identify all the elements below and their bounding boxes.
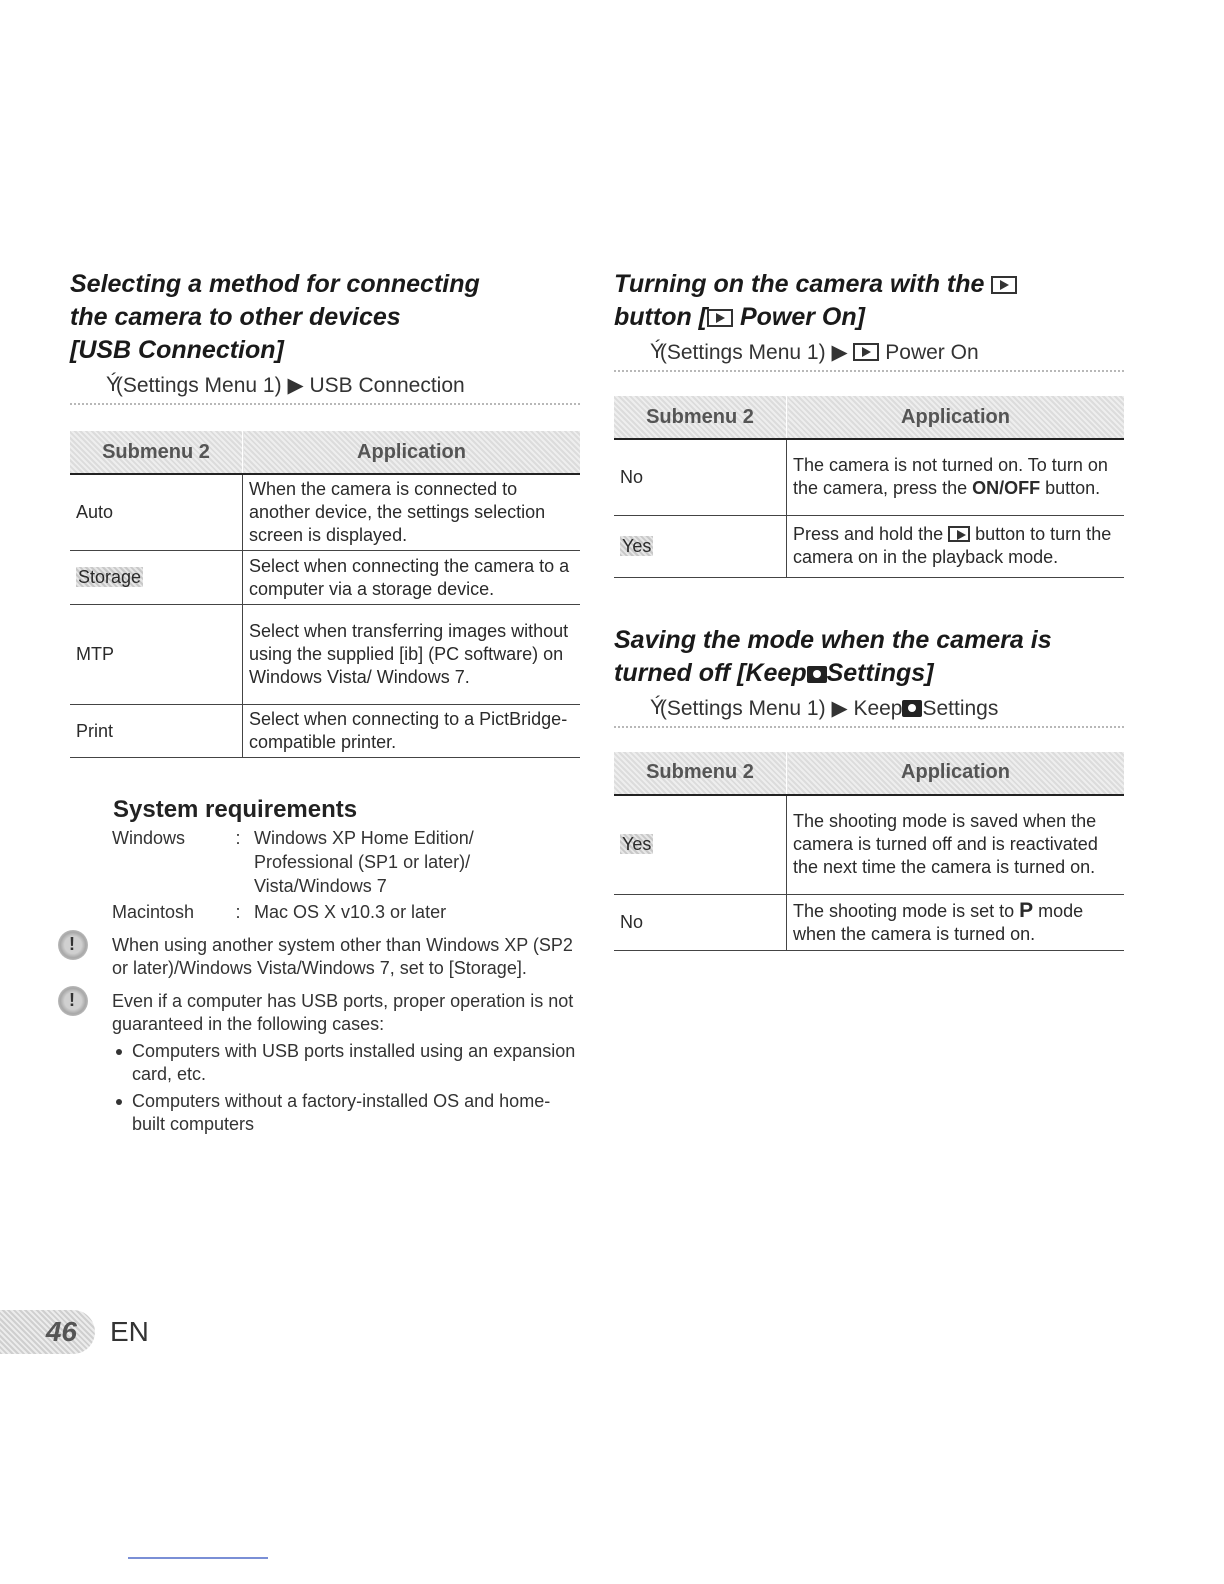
table-header-submenu: Submenu 2 (614, 752, 787, 795)
path-menu: (Settings Menu 1) (115, 374, 282, 397)
settings-menu-icon: Ý (106, 373, 121, 396)
playback-button-icon (991, 276, 1017, 294)
app-text: The shooting mode is set to (793, 901, 1020, 921)
right-column (614, 268, 1124, 951)
application-cell: The shooting mode is saved when the camera is turned off and is reactivated the next time the camera is turned on. (787, 795, 1125, 895)
menu-path (614, 692, 1124, 728)
os-name: Macintosh (112, 902, 195, 922)
title-line: Power On] (733, 303, 865, 331)
table-row (70, 605, 580, 705)
path-menu: (Settings Menu 1) (659, 696, 826, 720)
title-line: Saving the mode when the camera is (614, 625, 1052, 654)
os-name: Windows (112, 828, 186, 848)
table-row (614, 795, 1124, 895)
path-item: Keep (853, 696, 903, 720)
os-requirement (254, 826, 554, 898)
req-line: Windows XP Home Edition/ (254, 828, 474, 848)
table-row (614, 515, 1124, 577)
section-title-power-on (614, 268, 1124, 334)
system-requirements (70, 796, 580, 1136)
memo-icon (58, 986, 88, 1016)
title-line: the camera to other devices (70, 303, 401, 331)
settings-menu-icon: Ý (650, 340, 665, 363)
playback-button-icon (948, 526, 970, 542)
title-line: [USB Connection] (70, 336, 284, 364)
table-row (70, 474, 580, 551)
requirement-row (70, 900, 580, 924)
arrow-right-icon: ▶ (831, 696, 848, 720)
path-menu: (Settings Menu 1) (659, 341, 826, 364)
app-text: The camera is not turned on. To turn on the camera, press the (793, 455, 1108, 499)
submenu-cell: No (614, 895, 787, 951)
divider (128, 1557, 268, 1559)
table-header-application: Application (787, 752, 1125, 795)
path-item: Settings (922, 696, 999, 720)
app-text: button to turn the camera on in the playback mode. (793, 524, 1112, 567)
note-text: When using another system other than Windows XP (SP2 or later)/Windows Vista/Windows 7, set to [Storage]. (112, 935, 573, 978)
page-number: 46 (45, 1316, 77, 1347)
req-line: Professional (SP1 or later)/ (254, 852, 471, 872)
arrow-right-icon: ▶ (831, 341, 848, 364)
app-text: Press and hold the (793, 524, 949, 544)
colon: : (235, 828, 241, 848)
table-row (614, 895, 1124, 951)
submenu-cell (614, 515, 787, 577)
table-row (614, 439, 1124, 515)
onoff-label: ON/OFF (972, 478, 1041, 499)
title-line: turned off [Keep (614, 658, 807, 687)
table-header-submenu: Submenu 2 (70, 431, 243, 474)
page-number-badge (0, 1310, 95, 1354)
submenu-cell (614, 795, 787, 895)
left-column (70, 268, 580, 1136)
table-header-application: Application (243, 431, 581, 474)
application-cell: Select when connecting to a PictBridge-compatible printer. (243, 705, 581, 758)
req-line: Vista/Windows 7 (254, 876, 387, 896)
app-text: button. (1040, 478, 1101, 499)
section-title-usb-connection (70, 268, 580, 367)
playback-button-icon (853, 343, 879, 361)
title-line: Turning on the camera with the (614, 270, 985, 298)
default-setting-highlight: Yes (622, 535, 652, 556)
title-line: button [ (614, 303, 708, 331)
playback-button-icon (707, 309, 733, 327)
submenu-cell: No (614, 439, 787, 515)
table-header-submenu: Submenu 2 (614, 396, 787, 439)
title-line: Settings] (826, 658, 934, 687)
submenu-cell: MTP (70, 605, 243, 705)
application-cell (787, 895, 1125, 951)
submenu-cell: Auto (70, 474, 243, 551)
submenu-cell: Print (70, 705, 243, 758)
keep-settings-table (614, 752, 1124, 952)
camera-icon (902, 700, 922, 717)
application-cell: When the camera is connected to another device, the settings selection screen is displayed. (243, 474, 581, 551)
list-item: Computers with USB ports installed using an expansion card, etc. (70, 1040, 580, 1086)
menu-path (70, 369, 580, 405)
section-title-keep-settings (614, 624, 1124, 690)
p-mode-label: P (1019, 899, 1034, 922)
usb-connection-table (70, 431, 580, 758)
requirement-row (70, 826, 580, 898)
colon: : (235, 902, 241, 922)
language-label: EN (110, 1316, 149, 1347)
application-cell: Select when connecting the camera to a computer via a storage device. (243, 551, 581, 605)
note-text: Even if a computer has USB ports, proper operation is not guaranteed in the following cases: (112, 991, 574, 1034)
app-text: mode when the camera is turned on. (793, 901, 1084, 944)
table-header-application: Application (787, 396, 1125, 439)
application-cell: Select when transferring images without using the supplied [ib] (PC software) on Windows Vista/ Windows 7. (243, 605, 581, 705)
path-item: Power On (885, 341, 979, 364)
note (70, 990, 580, 1036)
default-setting-highlight: Storage (78, 567, 142, 587)
settings-menu-icon: Ý (650, 695, 665, 719)
path-item: USB Connection (309, 374, 465, 397)
power-on-table (614, 396, 1124, 578)
system-requirements-title: System requirements (113, 796, 358, 823)
title-line: Selecting a method for connecting (70, 270, 480, 298)
os-requirement: Mac OS X v10.3 or later (254, 902, 447, 922)
memo-icon (58, 930, 88, 960)
application-cell (787, 515, 1125, 577)
default-setting-highlight: Yes (622, 834, 652, 855)
menu-path (614, 336, 1124, 372)
list-item: Computers without a factory-installed OS and home-built computers (70, 1090, 580, 1136)
camera-icon (807, 666, 827, 683)
submenu-cell (70, 551, 243, 605)
note (70, 934, 580, 980)
table-row (70, 551, 580, 605)
arrow-right-icon: ▶ (287, 374, 304, 397)
application-cell (787, 439, 1125, 515)
table-row (70, 705, 580, 758)
